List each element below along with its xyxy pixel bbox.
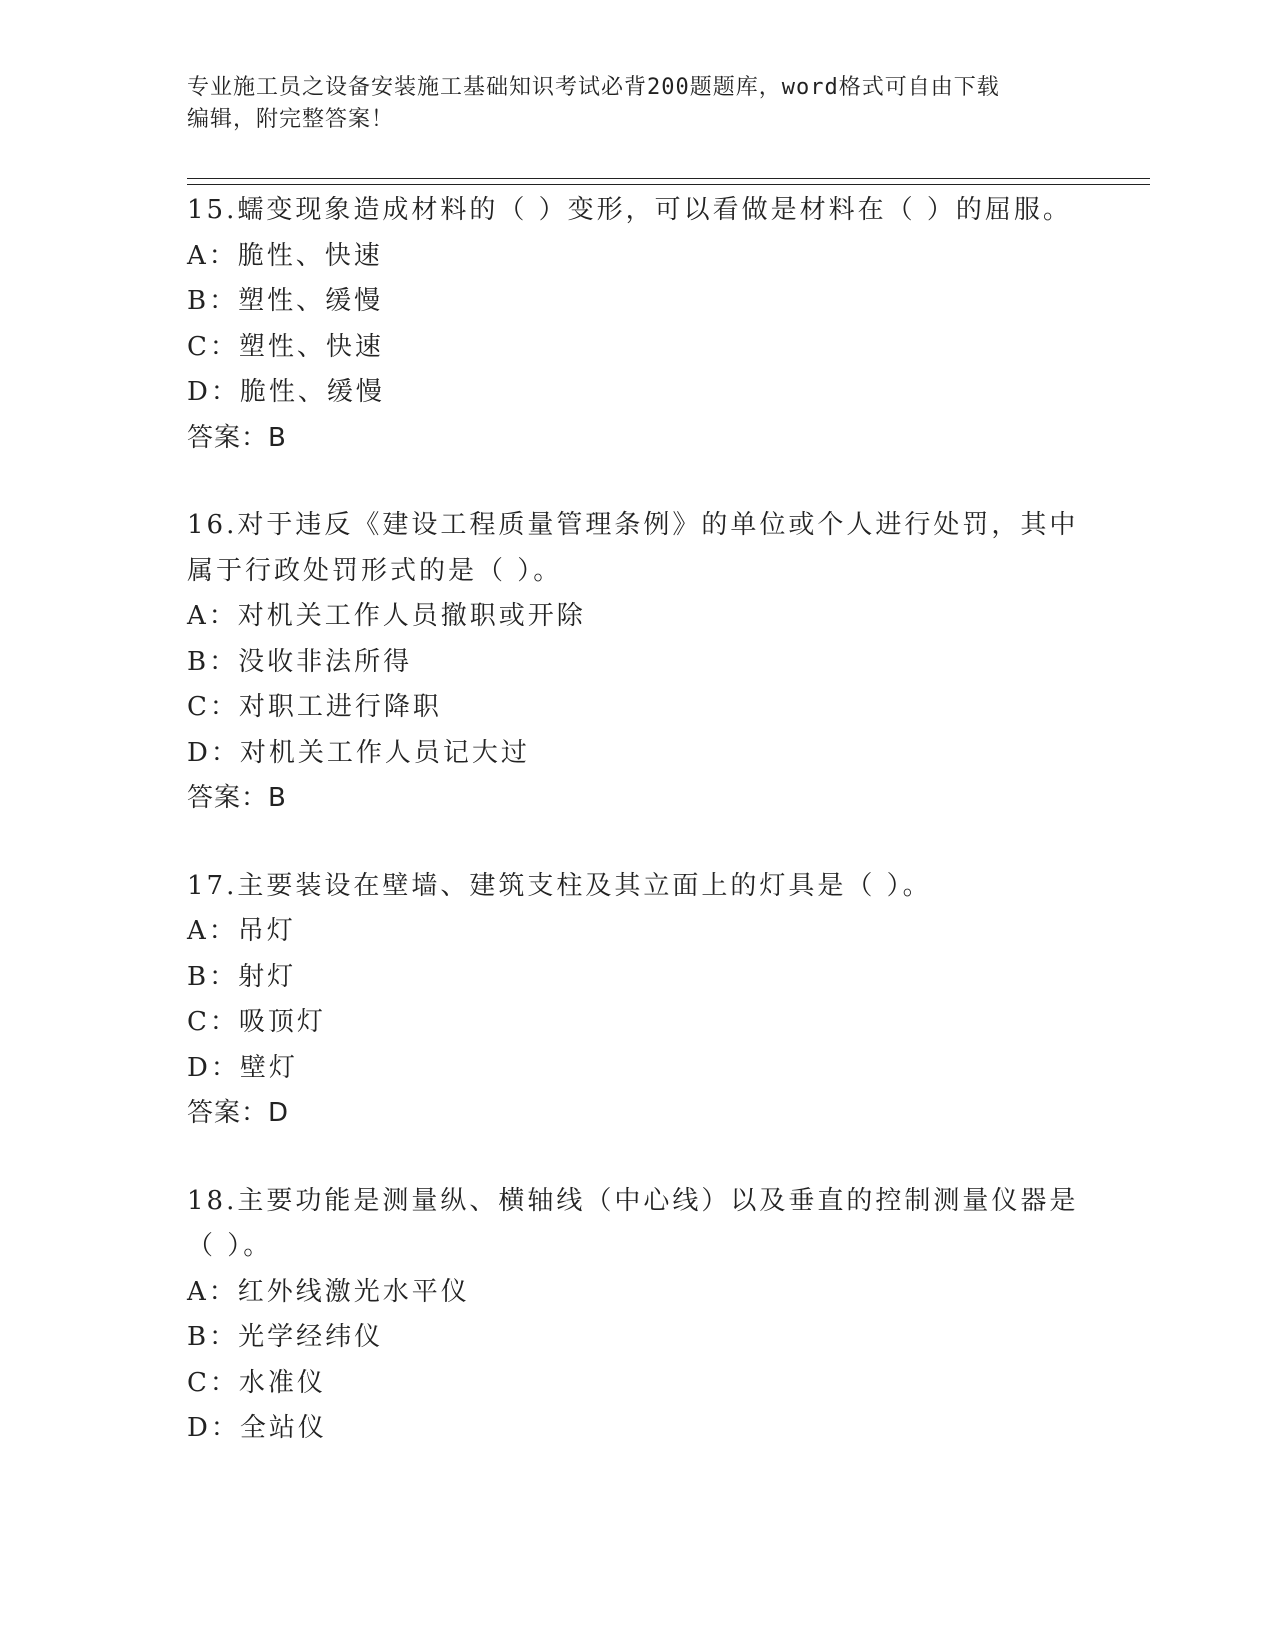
option-d: D：壁灯 [187, 1052, 298, 1083]
question-text-line-1: 16.对于违反《建设工程质量管理条例》的单位或个人进行处罚，其中 [187, 510, 1079, 540]
question-text: 15.蠕变现象造成材料的（ ）变形，可以看做是材料在（ ）的屈服。 [187, 195, 1072, 225]
question-16 [187, 503, 1087, 822]
question-18 [187, 1179, 1087, 1452]
answer: 答案：B [187, 422, 287, 453]
option-a: A：吊灯 [187, 916, 296, 946]
answer: 答案：D [187, 1098, 290, 1128]
question-17 [187, 864, 1087, 1137]
header-title-line-2: 编辑，附完整答案！ [187, 107, 395, 132]
option-a: A：红外线激光水平仪 [187, 1276, 470, 1307]
option-d: D：对机关工作人员记大过 [187, 737, 530, 768]
question-text: 17.主要装设在壁墙、建筑支柱及其立面上的灯具是（ ）。 [187, 870, 932, 901]
option-c: C：吸顶灯 [187, 1007, 326, 1037]
question-list [187, 188, 1087, 1452]
option-b: B：没收非法所得 [187, 646, 413, 677]
option-b: B：射灯 [187, 961, 297, 992]
header-title-line-1: 专业施工员之设备安装施工基础知识考试必背200题题库，word格式可自由下载 [187, 75, 1000, 100]
option-d: D：脆性、缓慢 [187, 377, 385, 407]
header-divider-top [187, 178, 1150, 179]
option-c: C：对职工进行降职 [187, 692, 442, 722]
answer: 答案：B [187, 783, 287, 813]
option-c: C：水准仪 [187, 1367, 326, 1398]
question-text-line-1: 18.主要功能是测量纵、横轴线（中心线）以及垂直的控制测量仪器是 [187, 1185, 1079, 1216]
question-15 [187, 188, 1087, 461]
option-b: B：塑性、缓慢 [187, 286, 384, 316]
option-a: A：对机关工作人员撤职或开除 [187, 601, 586, 631]
question-text-line-2: （ ）。 [187, 1231, 273, 1261]
option-d: D：全站仪 [187, 1413, 327, 1443]
option-c: C：塑性、快速 [187, 331, 384, 362]
option-b: B：光学经纬仪 [187, 1322, 384, 1352]
document-header [187, 72, 1087, 136]
option-a: A：脆性、快速 [187, 240, 383, 271]
question-text-line-2: 属于行政处罚形式的是（ ）。 [187, 555, 563, 586]
header-divider-bottom [187, 184, 1150, 185]
